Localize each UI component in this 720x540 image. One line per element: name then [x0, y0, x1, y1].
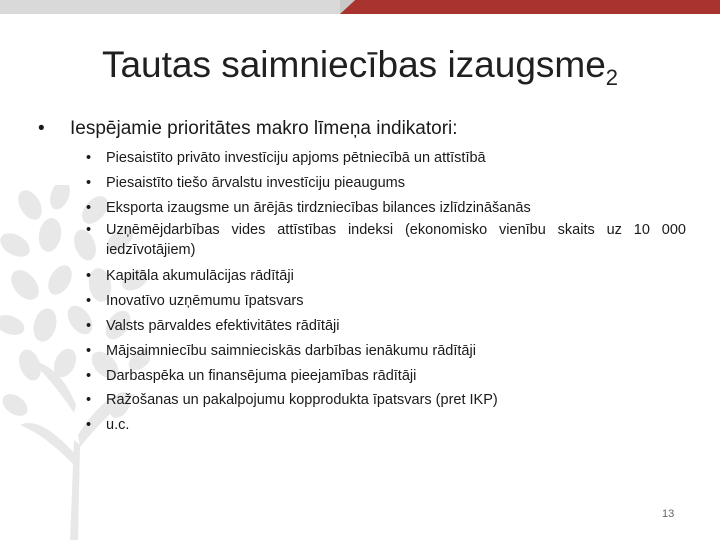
list-item: • Eksporta izaugsme un ārējās tirdzniecības bilances izlīdzināšanās [86, 196, 686, 221]
title-main: Tautas saimniecības izaugsme [101, 44, 606, 85]
list-item: • Ražošanas un pakalpojumu kopprodukta īpatsvars (pret IKP) [86, 388, 686, 413]
list-item: • Piesaistīto tiešo ārvalstu investīciju pieaugums [86, 171, 686, 196]
list-item: • Inovatīvo uzņēmumu īpatsvars [86, 289, 686, 314]
list-item: • Valsts pārvaldes efektivitātes rādītāji [86, 314, 686, 339]
slide-title [0, 44, 720, 91]
bullet-dot: • [38, 118, 45, 139]
sub-bullet-list [86, 146, 686, 438]
main-bullet-text: Iespējamie prioritātes makro līmeņa indikatori: [70, 118, 458, 139]
red-header-tab [340, 0, 720, 14]
list-item: • Darbaspēka un finansējuma pieejamības rādītāji [86, 364, 686, 389]
list-item: • Kapitāla akumulācijas rādītāji [86, 264, 686, 289]
list-item: • Piesaistīto privāto investīciju apjoms pētniecībā un attīstībā [86, 146, 686, 171]
list-item: • Mājsaimniecību saimnieciskās darbības ienākumu rādītāji [86, 339, 686, 364]
title-subscript: 2 [605, 65, 619, 90]
main-bullet [38, 118, 458, 140]
list-item: • Uzņēmējdarbības vides attīstības indeksi (ekonomisko vienību skaits uz 10 000 iedzīvotājiem) [86, 220, 686, 264]
list-item: • u.c. [86, 413, 686, 438]
page-number: 13 [662, 508, 675, 520]
